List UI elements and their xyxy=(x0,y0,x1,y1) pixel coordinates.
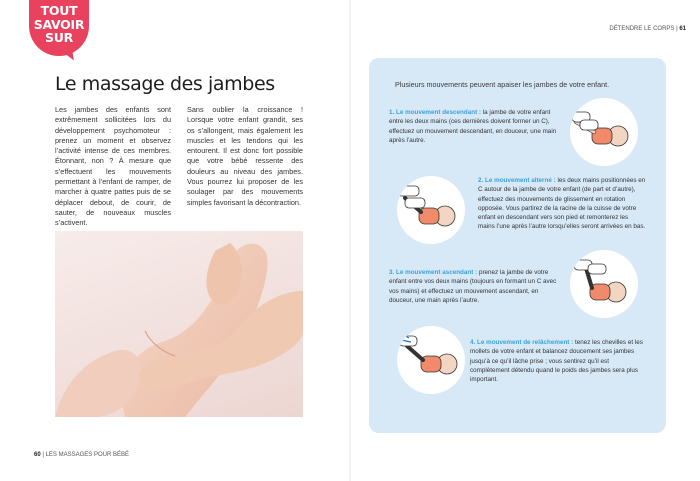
badge-line-1: TOUT xyxy=(40,3,78,18)
badge-line-2: SAVOIR xyxy=(33,16,85,32)
step-3-body: prenez la jambe de votre enfant entre vos deux mains (toujours en formant un C avec vos mains) et effectuez un mouvement ascendant, en douceur, une main après l’autre. xyxy=(389,269,557,304)
book-title: LES MASSAGES POUR BÉBÉ xyxy=(45,452,129,458)
step-3-label: 3. Le mouvement ascendant : xyxy=(389,269,478,276)
step-2-body: les deux mains positionnées en C autour de la jambe de votre enfant (de part et d’autre), effectuez des mouvements de glissement en rotation opposée. Vous partirez de la racine de la cuisse de votre enfant en descendant vers son pied et remonterez les mains l’une après l’autre lorsqu’elles seront arrivées en bas. xyxy=(478,177,646,231)
section-title: DÉTENDRE LE CORPS xyxy=(609,26,675,32)
step-4-body: tenez les chevilles et les mollets de votre enfant et balancez doucement ses jambes jusqu’à ce qu’il lâche prise ; vous sentirez qu’il est complètement détendu quand le poids des jambes sera plus important. xyxy=(470,339,643,384)
page-title: Le massage des jambes xyxy=(55,73,275,95)
step-1-body: la jambe de votre enfant entre les deux mains (ces dernières doivent former un C), effectuez un mouvement descendant, en douceur, une main après l’autre. xyxy=(389,109,557,144)
right-page-number: 61 xyxy=(679,26,686,32)
body-column-1: Les jambes des enfants sont extrêmement sollicitées lors du développement psychomoteur : prenez un moment et observez l’activité intense de ces membres. Étonnant, non ? À mesure que s’effectuent les mouvements permettant à l’enfant de ramper, de marcher à quatre pattes puis de se déplacer debout, de courir, de sauter, de nouveaux muscles s’activent. xyxy=(55,105,171,228)
body-column-2: Sans oublier la croissance ! Lorsque votre enfant grandit, ses os s’allongent, mais également les muscles et les tendons qui les entourent. Il est donc fort possible que votre bébé ressente des douleurs au niveau des jambes. Vous pourrez lui proposer de les soulager par des mouvements simples favorisant la décontraction. xyxy=(187,105,303,207)
step-2-label: 2. Le mouvement alterné : xyxy=(478,177,556,184)
left-page-number: 60 xyxy=(34,452,41,458)
page-gutter xyxy=(349,0,351,481)
step-3-text xyxy=(389,268,559,305)
step-1-illustration xyxy=(570,98,638,166)
tout-savoir-sur-badge xyxy=(29,0,89,56)
step-1-text xyxy=(389,108,559,145)
footer-left: 60 | LES MASSAGES POUR BÉBÉ xyxy=(34,452,129,458)
leg-massage-photo xyxy=(55,231,303,417)
header-right: DÉTENDRE LE CORPS | 61 xyxy=(609,26,686,32)
step-1-label: 1. Le mouvement descendant : xyxy=(389,109,482,116)
step-2-text xyxy=(478,176,646,232)
step-3-illustration xyxy=(570,250,638,318)
step-4-label: 4. Le mouvement de relâchement : xyxy=(470,339,574,346)
step-4-illustration xyxy=(397,326,465,394)
panel-intro: Plusieurs mouvements peuvent apaiser les jambes de votre enfant. xyxy=(395,80,610,89)
badge-line-3: SUR xyxy=(45,30,73,45)
leg-massage-illustration xyxy=(55,231,303,417)
step-2-illustration xyxy=(397,176,465,244)
step-4-text xyxy=(470,338,648,384)
